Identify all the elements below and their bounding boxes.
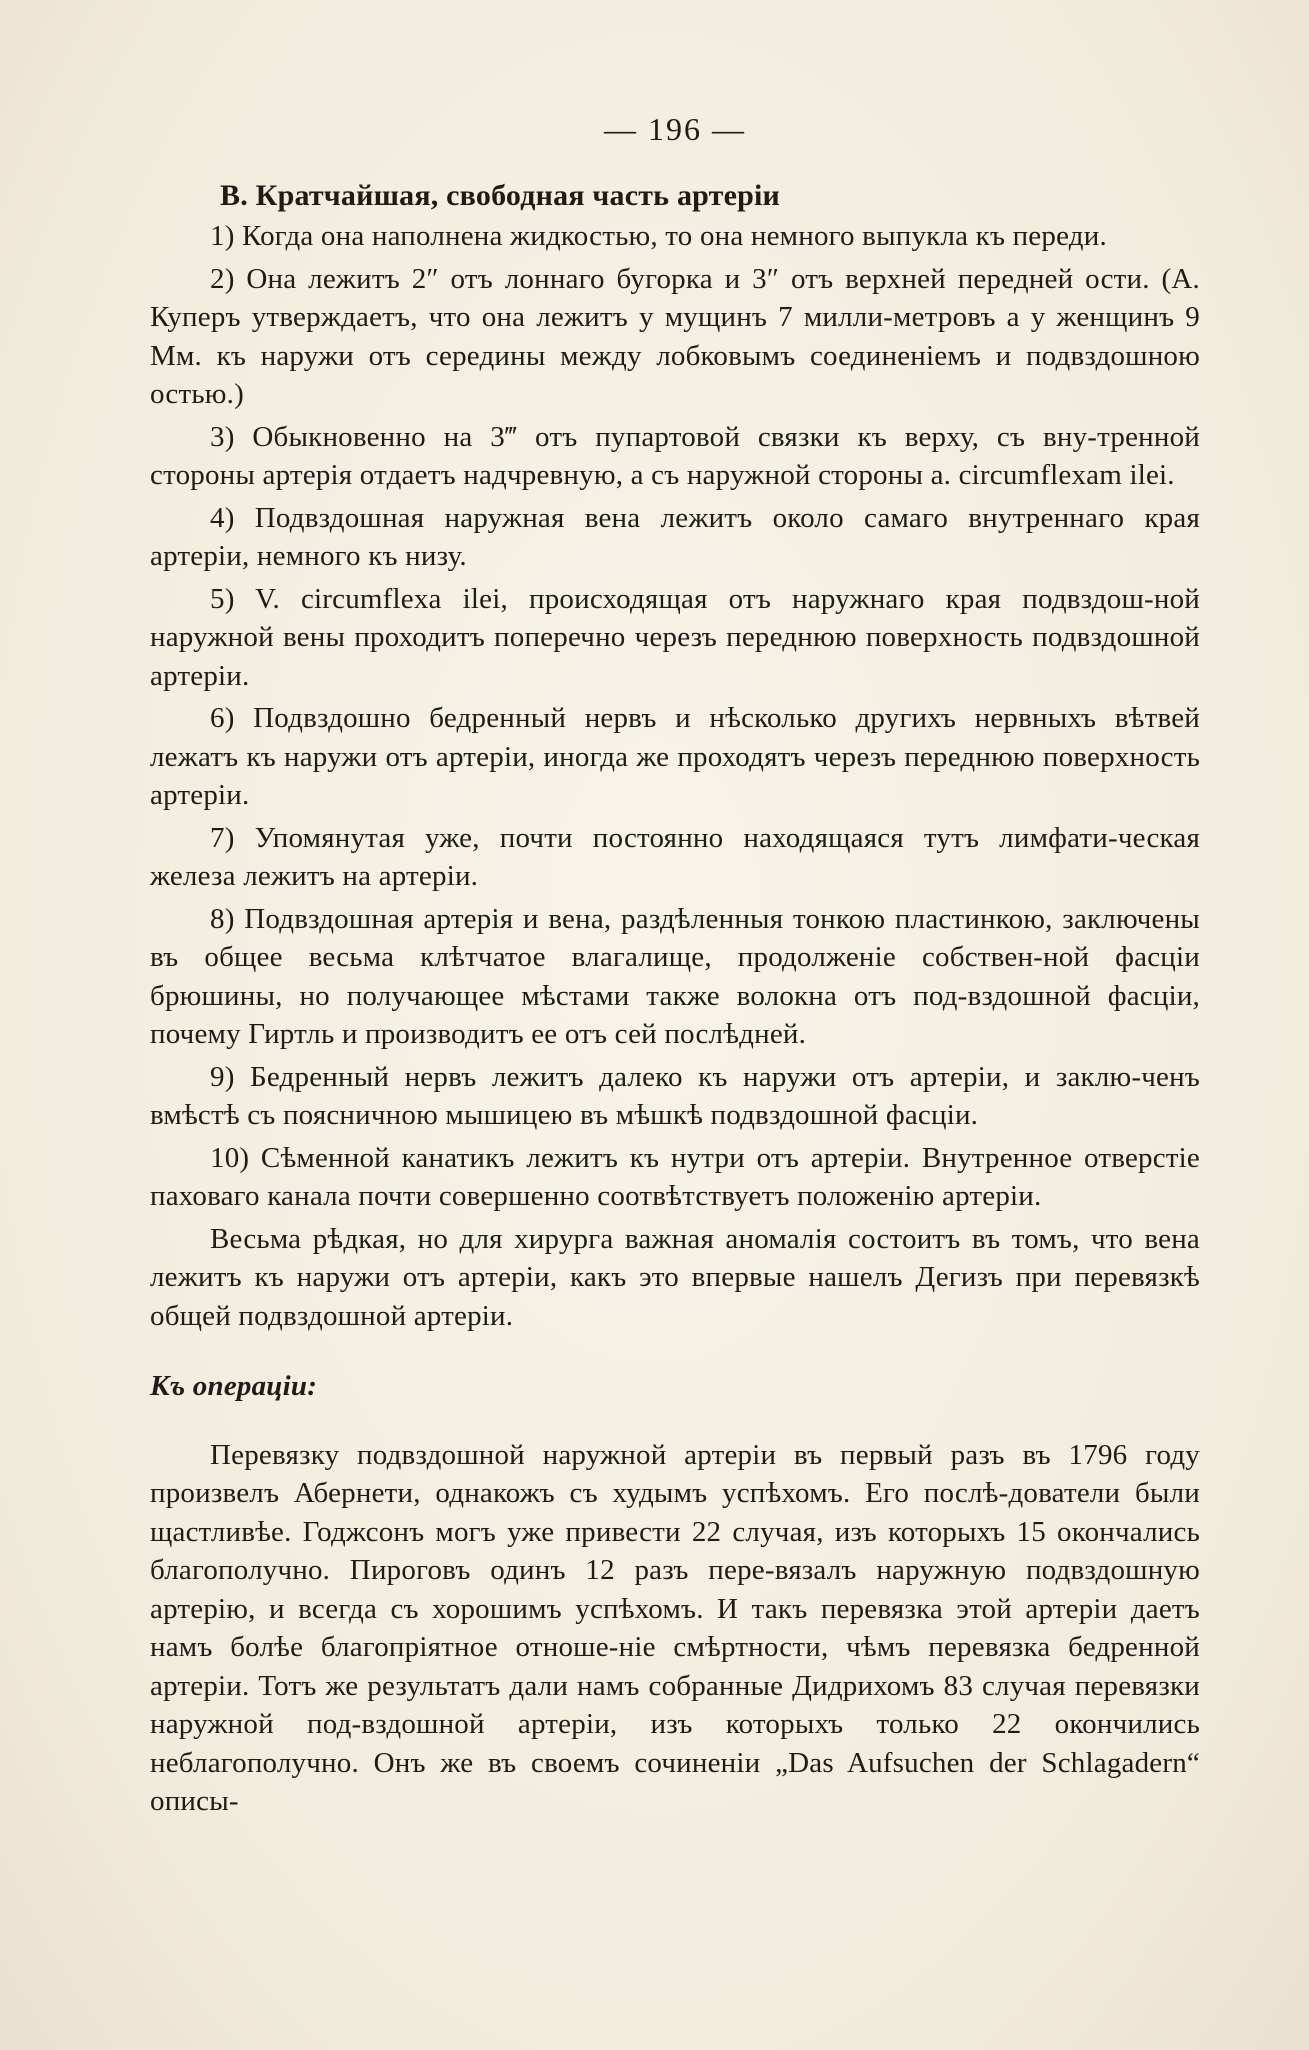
- paragraph-4: 4) Подвздошная наружная вена лежитъ около самаго внутреннаго края артеріи, немного къ низу.: [150, 501, 1200, 572]
- paragraph-3: 3) Обыкновенно на 3‴ отъ пупартовой связки къ верху, съ вну-тренной стороны артерія отдаетъ надчревную, а съ наружной стороны а. circumflexam ilei.: [150, 420, 1200, 491]
- paragraph-9: 9) Бедренный нервъ лежитъ далеко къ наружи отъ артеріи, и заклю-ченъ вмѣстѣ съ поясничною мышицею въ мѣшкѣ подвздошной фасціи.: [150, 1060, 1200, 1131]
- section-heading: B. Кратчайшая, свободная часть артеріи: [220, 178, 780, 212]
- subheading: Къ операціи:: [150, 1370, 318, 1402]
- paragraph-7: 7) Упомянутая уже, почти постоянно находящаяся тутъ лимфати-ческая железа лежитъ на артеріи.: [150, 821, 1200, 892]
- operation-paragraph: Перевязку подвздошной наружной артеріи въ первый разъ въ 1796 году произвелъ Абернети, однакожъ съ худымъ успѣхомъ. Его послѣ-дователи были щастливѣе. Годжсонъ могъ уже привести 22 случая, изъ которыхъ 15 окончались благополучно. Пироговъ одинъ 12 разъ пере-вязалъ наружную подвздошную артерію, и всегда съ хорошимъ успѣхомъ. И такъ перевязка этой артеріи даетъ намъ болѣе благопріятное отноше-ніе смѣртности, чѣмъ перевязка бедренной артеріи. Тотъ же результатъ дали намъ собранные Дидрихомъ 83 случая перевязки наружной под-вздошной артеріи, изъ которыхъ только 22 окончились неблагополучно. Онъ же въ своемъ сочиненіи „Das Aufsuchen der Schlagadern“ описы-: [150, 1438, 1200, 1817]
- page-content: [150, 110, 1200, 1825]
- anomaly-paragraph: Весьма рѣдкая, но для хирурга важная аномалія состоитъ въ томъ, что вена лежитъ къ наружи отъ артеріи, какъ это впервые нашелъ Дегизъ при перевязкѣ общей подвздошной артеріи.: [150, 1222, 1200, 1332]
- paragraph-5: 5) V. circumflexa ilei, происходящая отъ наружнаго края подвздош-ной наружной вены проходитъ поперечно черезъ переднюю поверхность подвздошной артеріи.: [150, 582, 1200, 692]
- paragraph-10: 10) Сѣменной канатикъ лежитъ къ нутри отъ артеріи. Внутренное отверстіе паховаго канала почти совершенно соотвѣтствуетъ положенію артеріи.: [150, 1141, 1200, 1212]
- paragraph-1: 1) Когда она наполнена жидкостью, то она немного выпукла къ переди.: [210, 220, 1107, 252]
- paragraph-6: 6) Подвздошно бедренный нервъ и нѣсколько другихъ нервныхъ вѣтвей лежатъ къ наружи отъ артеріи, иногда же проходятъ черезъ переднюю поверхность артеріи.: [150, 702, 1200, 811]
- paragraph-2: 2) Она лежитъ 2″ отъ лоннаго бугорка и 3″ отъ верхней передней ости. (А. Куперъ утверждаетъ, что она лежитъ у мущинъ 7 милли-метровъ а у женщинъ 9 Мм. къ наружи отъ середины между лобковымъ соединеніемъ и подвздошною остью.): [150, 262, 1200, 410]
- paragraph-8: 8) Подвздошная артерія и вена, раздѣленныя тонкою пластинкою, заключены въ общее весьма клѣтчатое влагалище, продолженіе собствен-ной фасціи брюшины, но получающее мѣстами также волокна отъ под-вздошной фасціи, почему Гиртль и производитъ ее отъ сей послѣдней.: [150, 902, 1200, 1050]
- page-number: — 196 —: [604, 111, 746, 147]
